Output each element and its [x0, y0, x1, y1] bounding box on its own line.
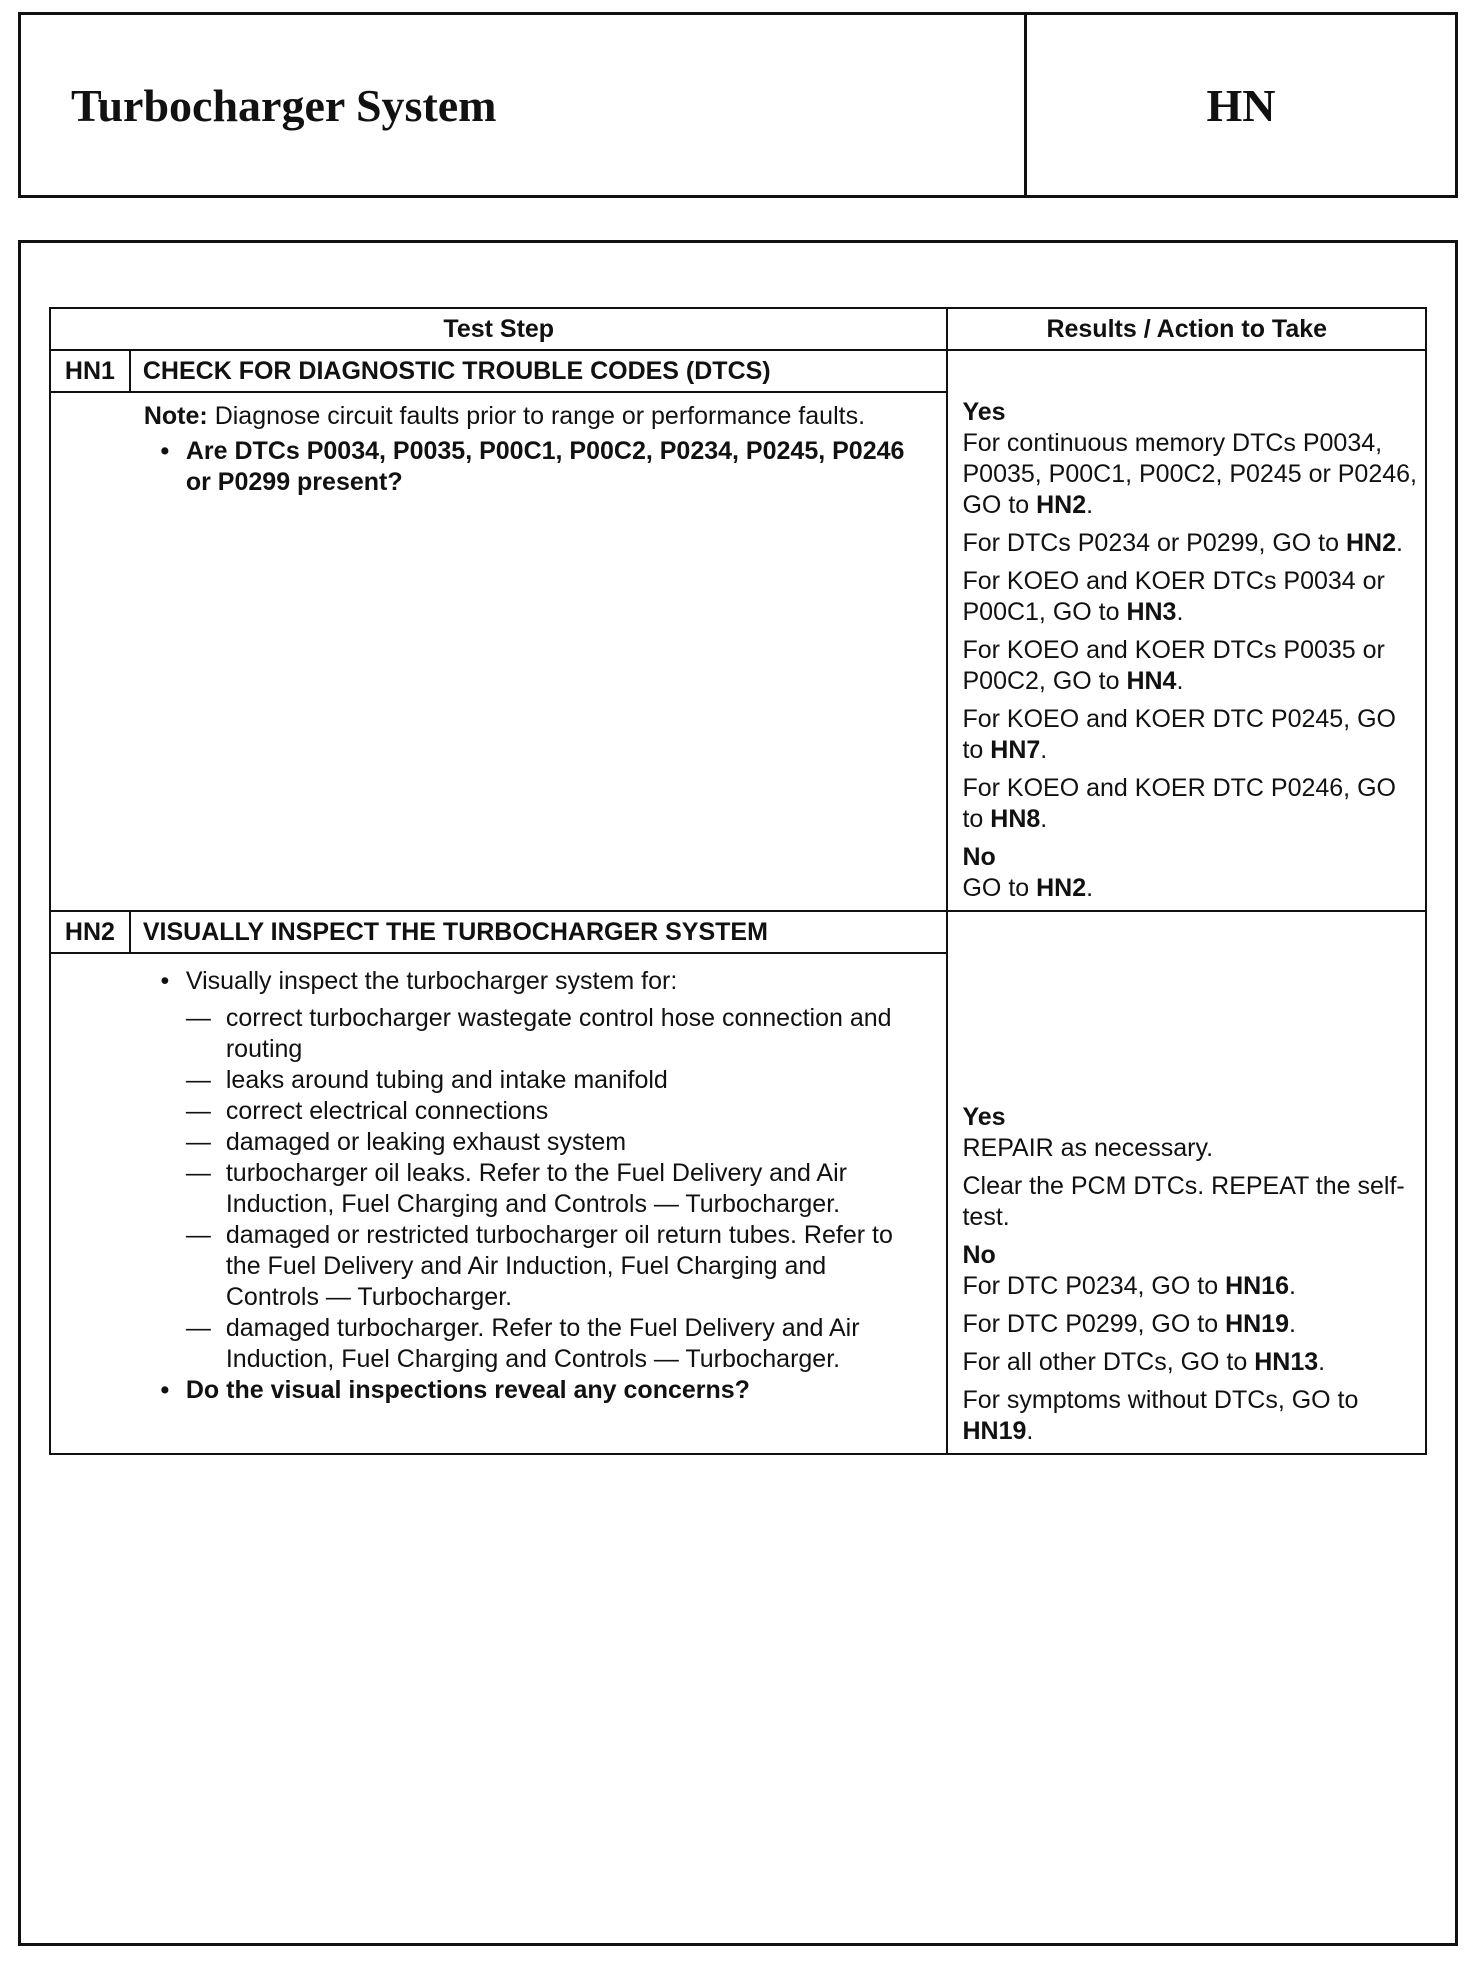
table-header-row: [50, 308, 1426, 350]
step-id: HN2: [50, 911, 130, 953]
result-line: For KOEO and KOER DTC P0246, GO to HN8.: [962, 774, 1396, 833]
result-line: For continuous memory DTCs P0034, P0035, P00C1, P00C2, P0245 or P0246, GO to HN2.: [962, 429, 1417, 519]
list-item: — damaged turbocharger. Refer to the Fuel Delivery and Air Induction, Fuel Charging and Controls — Turbocharger.: [185, 1314, 860, 1373]
list-item: — correct electrical connections: [185, 1097, 549, 1125]
section-code: HN: [1206, 79, 1276, 131]
step-title: CHECK FOR DIAGNOSTIC TROUBLE CODES (DTCS): [130, 350, 948, 392]
step-hn1-header-row: [50, 350, 1426, 392]
col-header-results: Results / Action to Take: [947, 308, 1426, 350]
list-item: — leaks around tubing and intake manifold: [185, 1066, 668, 1094]
step-hn1-results: [947, 350, 1426, 911]
question: • Are DTCs P0034, P0035, P00C1, P00C2, P0234, P0245, P0246 or P0299 present?: [160, 437, 905, 496]
yes-label: Yes: [962, 398, 1006, 426]
list-item: — damaged or restricted turbocharger oil return tubes. Refer to the Fuel Delivery and Air Induction, Fuel Charging and Controls — Turbocharger.: [185, 1221, 893, 1311]
page-title: Turbocharger System: [21, 15, 1027, 195]
test-step-table: [49, 307, 1427, 1455]
question: • Do the visual inspections reveal any concerns?: [160, 1376, 750, 1404]
instruction: • Visually inspect the turbocharger system for:: [160, 967, 678, 995]
inspection-list: [186, 1003, 907, 1375]
result-line: Clear the PCM DTCs. REPEAT the self-test.: [962, 1172, 1405, 1231]
yes-label: Yes: [962, 1103, 1006, 1131]
result-line: REPAIR as necessary.: [962, 1134, 1214, 1162]
result-line: For KOEO and KOER DTC P0245, GO to HN7.: [962, 705, 1396, 764]
list-item: — turbocharger oil leaks. Refer to the Fuel Delivery and Air Induction, Fuel Charging and Controls — Turbocharger.: [185, 1159, 847, 1218]
result-line: For KOEO and KOER DTCs P0034 or P00C1, GO to HN3.: [962, 567, 1385, 626]
result-line: For DTCs P0234 or P0299, GO to HN2.: [962, 529, 1403, 557]
step-hn1-body: [130, 392, 948, 911]
result-line: For DTC P0234, GO to HN16.: [962, 1272, 1296, 1300]
step-hn2-header-row: [50, 911, 1426, 953]
col-header-test-step: Test Step: [50, 308, 947, 350]
step-id: HN1: [50, 350, 130, 392]
result-line: For symptoms without DTCs, GO to HN19.: [962, 1386, 1359, 1445]
step-hn2-results: [947, 911, 1426, 1454]
note: Note: Diagnose circuit faults prior to range or performance faults.: [143, 402, 866, 430]
step-title: VISUALLY INSPECT THE TURBOCHARGER SYSTEM: [130, 911, 948, 953]
result-line: For DTC P0299, GO to HN19.: [962, 1310, 1296, 1338]
no-label: No: [962, 843, 996, 871]
list-item: — damaged or leaking exhaust system: [185, 1128, 627, 1156]
no-label: No: [962, 1241, 996, 1269]
page-header: [18, 12, 1458, 198]
step-hn2-body: [130, 953, 948, 1454]
result-line: For all other DTCs, GO to HN13.: [962, 1348, 1326, 1376]
result-line: GO to HN2.: [962, 874, 1094, 902]
list-item: — correct turbocharger wastegate control hose connection and routing: [185, 1004, 892, 1063]
result-line: For KOEO and KOER DTCs P0035 or P00C2, GO to HN4.: [962, 636, 1385, 695]
